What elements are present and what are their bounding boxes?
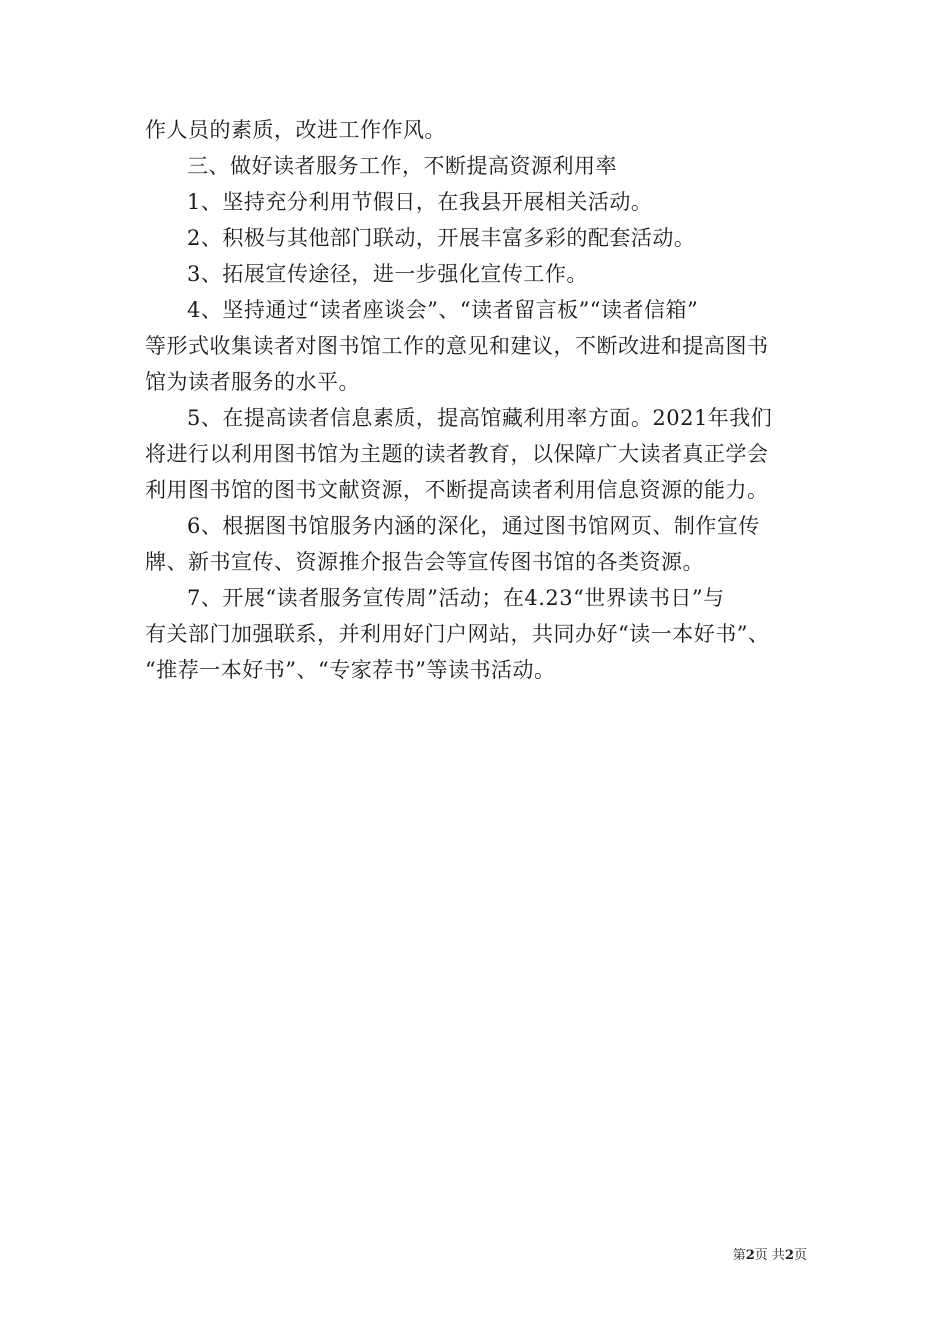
footer-prefix: 第	[732, 1248, 746, 1263]
text-line: “推荐一本好书”、“专家荐书”等读书活动。	[145, 658, 556, 682]
footer-suffix: 页	[793, 1248, 807, 1263]
total-page-number: 2	[784, 1248, 794, 1263]
text-line: 3、拓展宣传途径，进一步强化宣传工作。	[187, 262, 588, 286]
text-line: 7、开展“读者服务宣传周”活动；在4.23“世界读书日”与	[187, 586, 725, 610]
text-line: 等形式收集读者对图书馆工作的意见和建议，不断改进和提高图书	[145, 334, 769, 358]
text-line: 1、坚持充分利用节假日，在我县开展相关活动。	[187, 190, 653, 214]
text-line: 2、积极与其他部门联动，开展丰富多彩的配套活动。	[187, 226, 696, 250]
text-line: 作人员的素质，改进工作作风。	[145, 118, 446, 142]
current-page-number: 2	[745, 1248, 755, 1263]
text-line: 将进行以利用图书馆为主题的读者教育，以保障广大读者真正学会	[145, 442, 769, 466]
text-line: 牌、新书宣传、资源推介报告会等宣传图书馆的各类资源。	[145, 550, 704, 574]
paragraph-item-5	[145, 400, 815, 508]
paragraph-item-4	[145, 292, 815, 400]
section-heading-reader-service	[145, 148, 815, 184]
text-line: 利用图书馆的图书文献资源，不断提高读者利用信息资源的能力。	[145, 478, 769, 502]
page-footer	[733, 1248, 807, 1264]
paragraph-item-6	[145, 508, 815, 580]
text-line: 三、做好读者服务工作，不断提高资源利用率	[187, 154, 617, 178]
document-body	[145, 112, 815, 688]
paragraph-item-7	[145, 580, 815, 688]
text-line: 有关部门加强联系，并利用好门户网站，共同办好“读一本好书”、	[145, 622, 770, 646]
text-line: 4、坚持通过“读者座谈会”、“读者留言板”“读者信箱”	[187, 298, 699, 322]
paragraph-item-3	[145, 256, 815, 292]
paragraph-intro-tail	[145, 112, 815, 148]
text-line: 5、在提高读者信息素质，提高馆藏利用率方面。2021年我们	[187, 406, 773, 430]
paragraph-item-2	[145, 220, 815, 256]
paragraph-item-1	[145, 184, 815, 220]
text-line: 馆为读者服务的水平。	[145, 370, 360, 394]
text-line: 6、根据图书馆服务内涵的深化，通过图书馆网页、制作宣传	[187, 514, 760, 538]
footer-middle: 页 共	[754, 1248, 785, 1263]
